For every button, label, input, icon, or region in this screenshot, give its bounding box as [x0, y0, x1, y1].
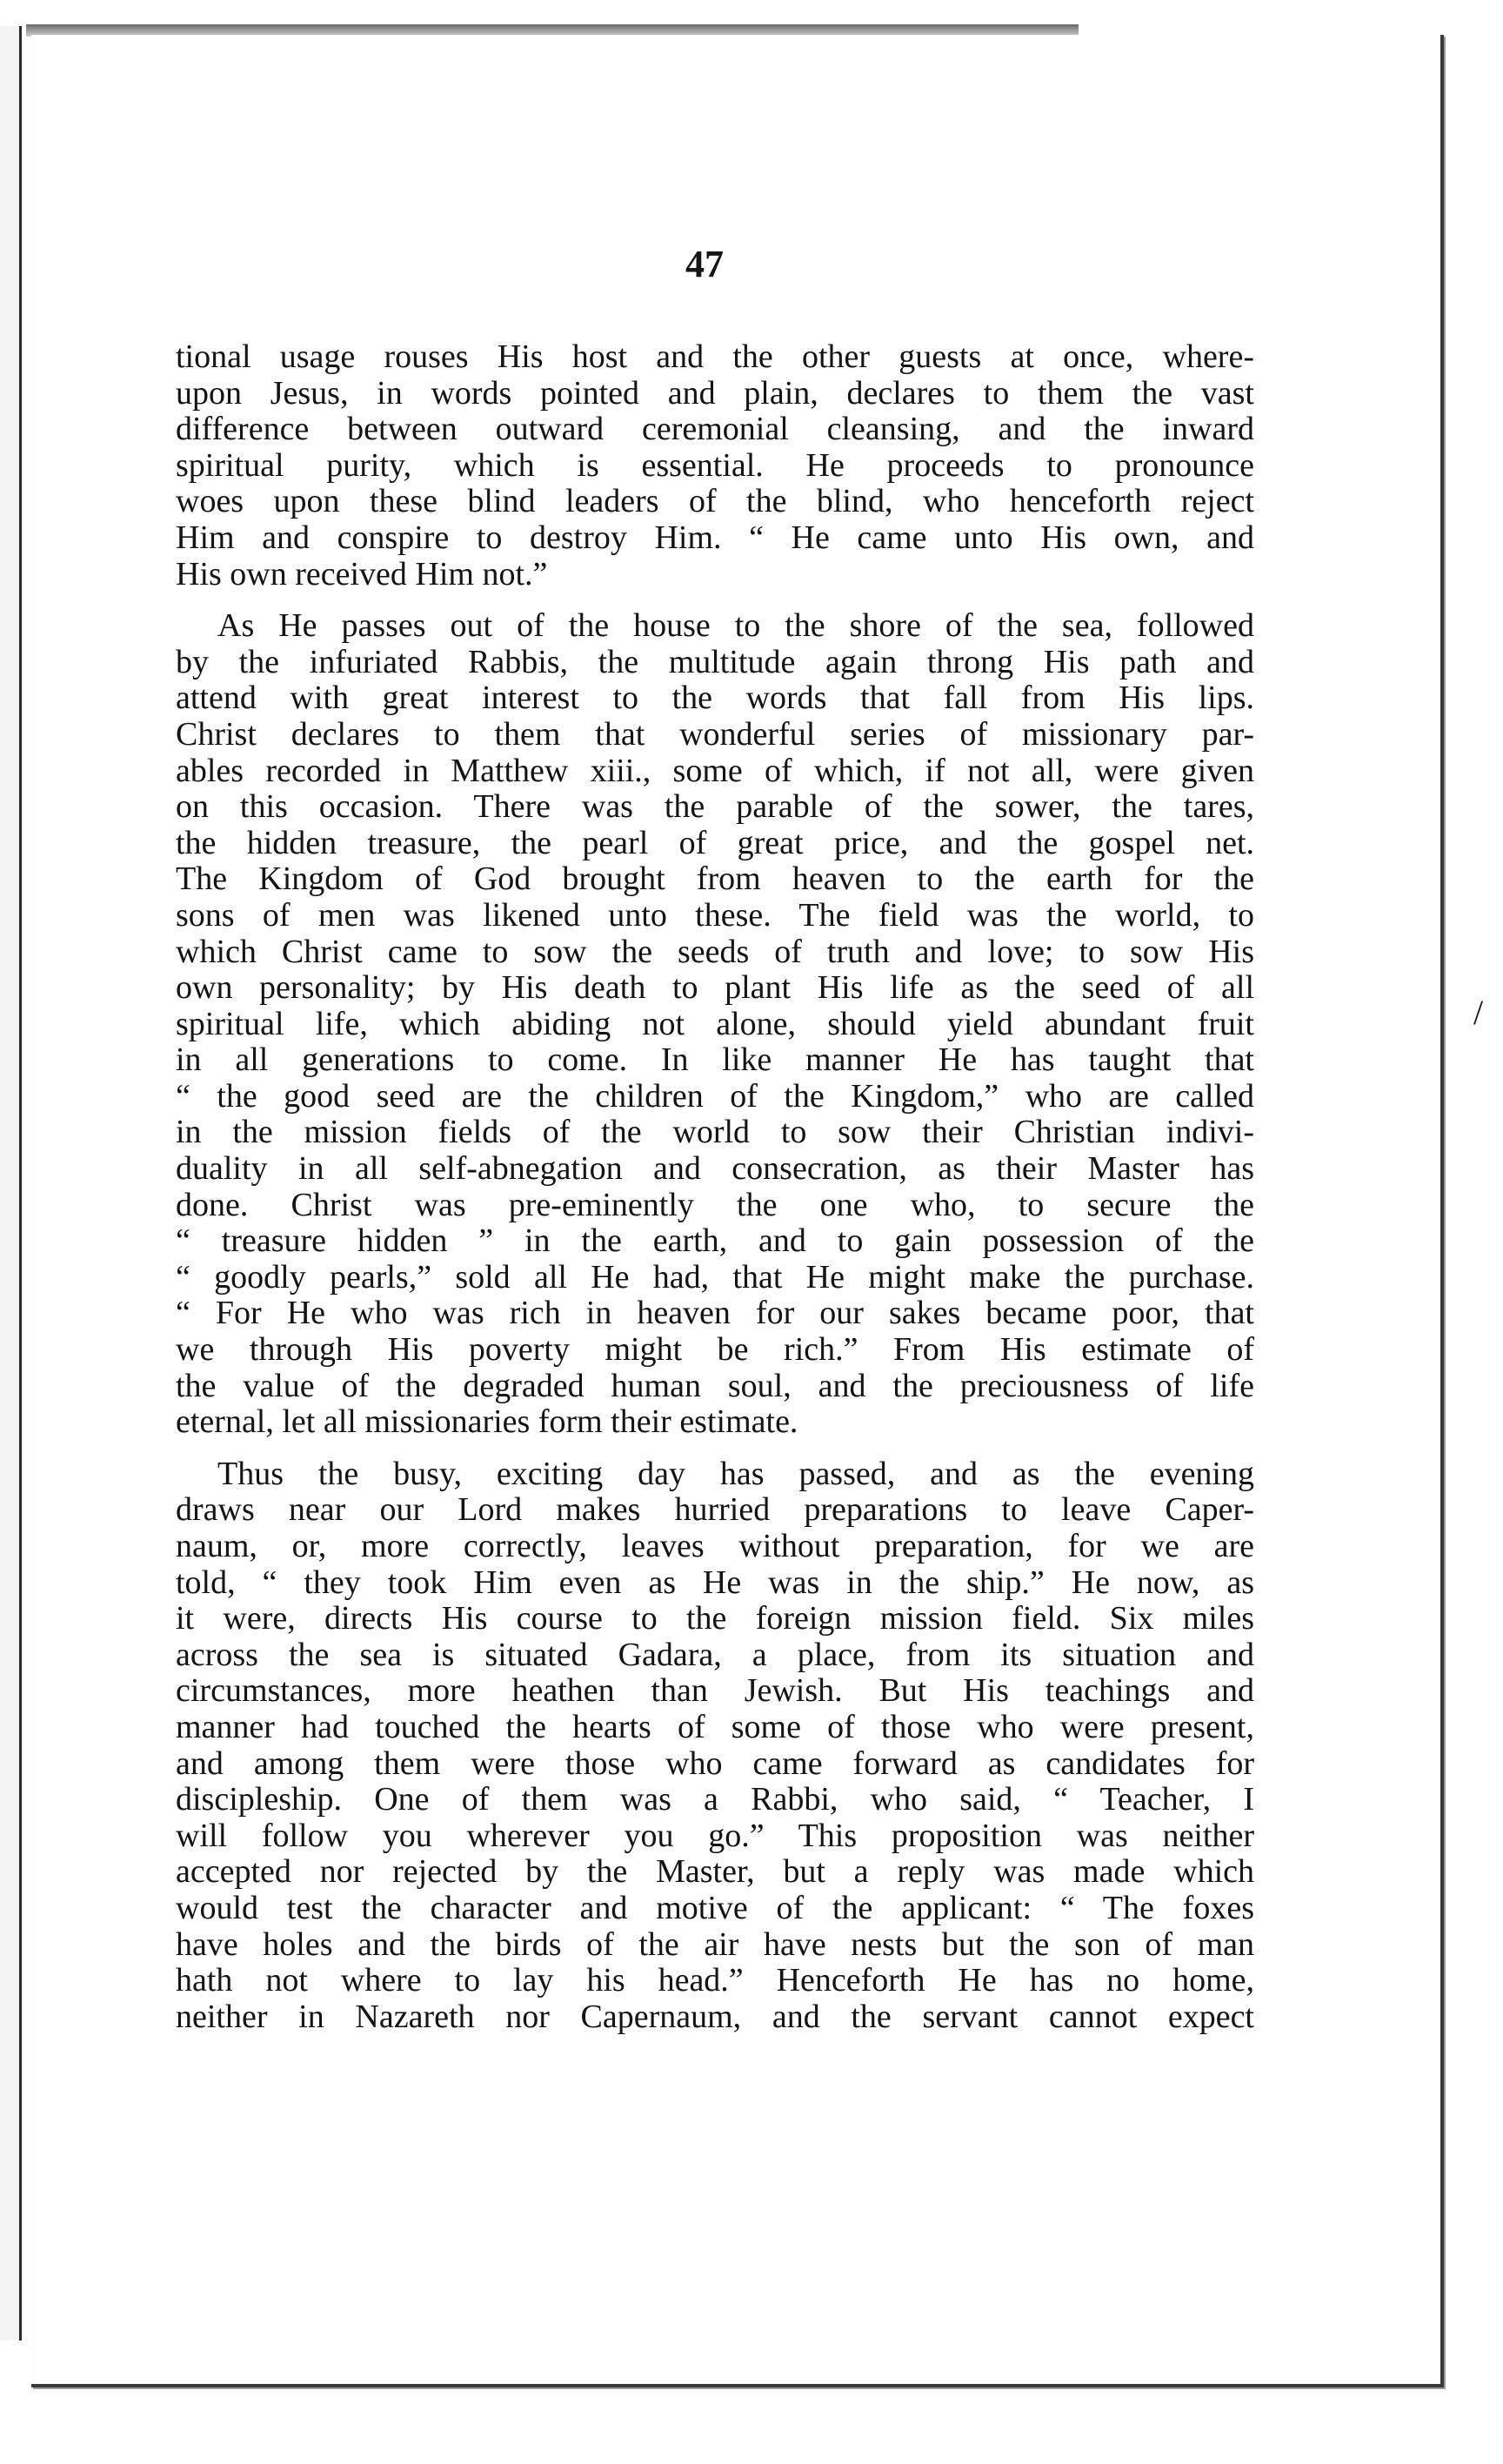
text-line: Christ declares to them that wonderful series of missionary par- — [176, 715, 1254, 753]
page-number: 47 — [685, 243, 724, 285]
margin-tick-mark: / — [1473, 993, 1484, 1032]
text-line: discipleship. One of them was a Rabbi, who said, “ Teacher, I — [176, 1781, 1254, 1818]
text-line: attend with great interest to the words that fall from His lips. — [176, 680, 1254, 717]
book-page — [31, 35, 1444, 2387]
text-line: Thus the busy, exciting day has passed, and as the evening — [217, 1455, 1254, 1492]
text-line: eternal, let all missionaries form their estimate. — [176, 1403, 798, 1441]
text-line: naum, or, more correctly, leaves without preparation, for we are — [176, 1528, 1254, 1564]
text-line: own personality; by His death to plant His life as the seed of all — [176, 969, 1254, 1007]
text-line: sons of men was likened unto these. The field was the world, to — [176, 896, 1254, 934]
paragraph-1 — [176, 339, 1254, 593]
text-line: spiritual life, which abiding not alone, should yield abundant fruit — [176, 1005, 1254, 1042]
text-line: neither in Nazareth nor Capernaum, and the servant cannot expect — [176, 1998, 1254, 2035]
paragraph-3 — [176, 1456, 1254, 2036]
text-line: we through His poverty might be rich.” From His estimate of — [176, 1331, 1254, 1369]
text-line: Him and conspire to destroy Him. “ He came unto His own, and — [176, 519, 1254, 556]
text-line: ables recorded in Matthew xiii., some of which, if not all, were given — [176, 752, 1254, 789]
text-line: “ For He who was rich in heaven for our sakes became poor, that — [176, 1295, 1254, 1332]
text-line: in all generations to come. In like manner He has taught that — [176, 1041, 1254, 1079]
text-line: the value of the degraded human soul, and the preciousness of life — [176, 1367, 1254, 1404]
body-text — [176, 339, 1254, 2051]
text-line: told, “ they took Him even as He was in the ship.” He now, as — [176, 1563, 1254, 1601]
text-line: His own received Him not.” — [176, 555, 548, 593]
text-line: it were, directs His course to the foreign mission field. Six miles — [176, 1600, 1254, 1637]
text-line: by the infuriated Rabbis, the multitude again throng His path and — [176, 643, 1254, 680]
text-line: across the sea is situated Gadara, a place, from its situation and — [176, 1636, 1254, 1673]
text-line: “ treasure hidden ” in the earth, and to gain possession of the — [176, 1222, 1254, 1260]
text-line: and among them were those who came forward as candidates for — [176, 1744, 1254, 1782]
text-line: draws near our Lord makes hurried preparations to leave Caper- — [176, 1491, 1254, 1529]
text-line: upon Jesus, in words pointed and plain, declares to them the vast — [176, 374, 1254, 412]
text-line: The Kingdom of God brought from heaven to the earth for the — [176, 860, 1254, 898]
text-line: spiritual purity, which is essential. He proceeds to pronounce — [176, 446, 1254, 484]
text-line: on this occasion. There was the parable of the sower, the tares, — [176, 788, 1254, 826]
text-line: accepted nor rejected by the Master, but a reply was made which — [176, 1853, 1254, 1891]
facing-page-edge — [0, 26, 22, 2340]
text-line: in the mission fields of the world to sow their Christian indivi- — [176, 1114, 1254, 1151]
text-line: which Christ came to sow the seeds of truth and love; to sow His — [176, 933, 1254, 970]
text-line: have holes and the birds of the air have nests but the son of man — [176, 1925, 1254, 1963]
text-line: will follow you wherever you go.” This proposition was neither — [176, 1817, 1254, 1854]
text-line: hath not where to lay his head.” Henceforth He has no home, — [176, 1962, 1254, 1999]
text-line: woes upon these blind leaders of the blind, who henceforth reject — [176, 483, 1254, 520]
text-line: tional usage rouses His host and the other guests at once, where- — [176, 338, 1254, 375]
text-line: “ the good seed are the children of the Kingdom,” who are called — [176, 1077, 1254, 1115]
text-line: the hidden treasure, the pearl of great price, and the gospel net. — [176, 824, 1254, 861]
text-line: done. Christ was pre-eminently the one who, to secure the — [176, 1186, 1254, 1223]
text-line: As He passes out of the house to the shore of the sea, followed — [217, 607, 1254, 645]
text-line: difference between outward ceremonial cleansing, and the inward — [176, 411, 1254, 448]
paragraph-2 — [176, 608, 1254, 1441]
text-line: “ goodly pearls,” sold all He had, that He might make the purchase. — [176, 1258, 1254, 1296]
text-line: would test the character and motive of the applicant: “ The foxes — [176, 1889, 1254, 1926]
text-line: circumstances, more heathen than Jewish. But His teachings and — [176, 1672, 1254, 1710]
text-line: manner had touched the hearts of some of those who were present, — [176, 1708, 1254, 1745]
text-line: duality in all self-abnegation and consecration, as their Master has — [176, 1150, 1254, 1188]
